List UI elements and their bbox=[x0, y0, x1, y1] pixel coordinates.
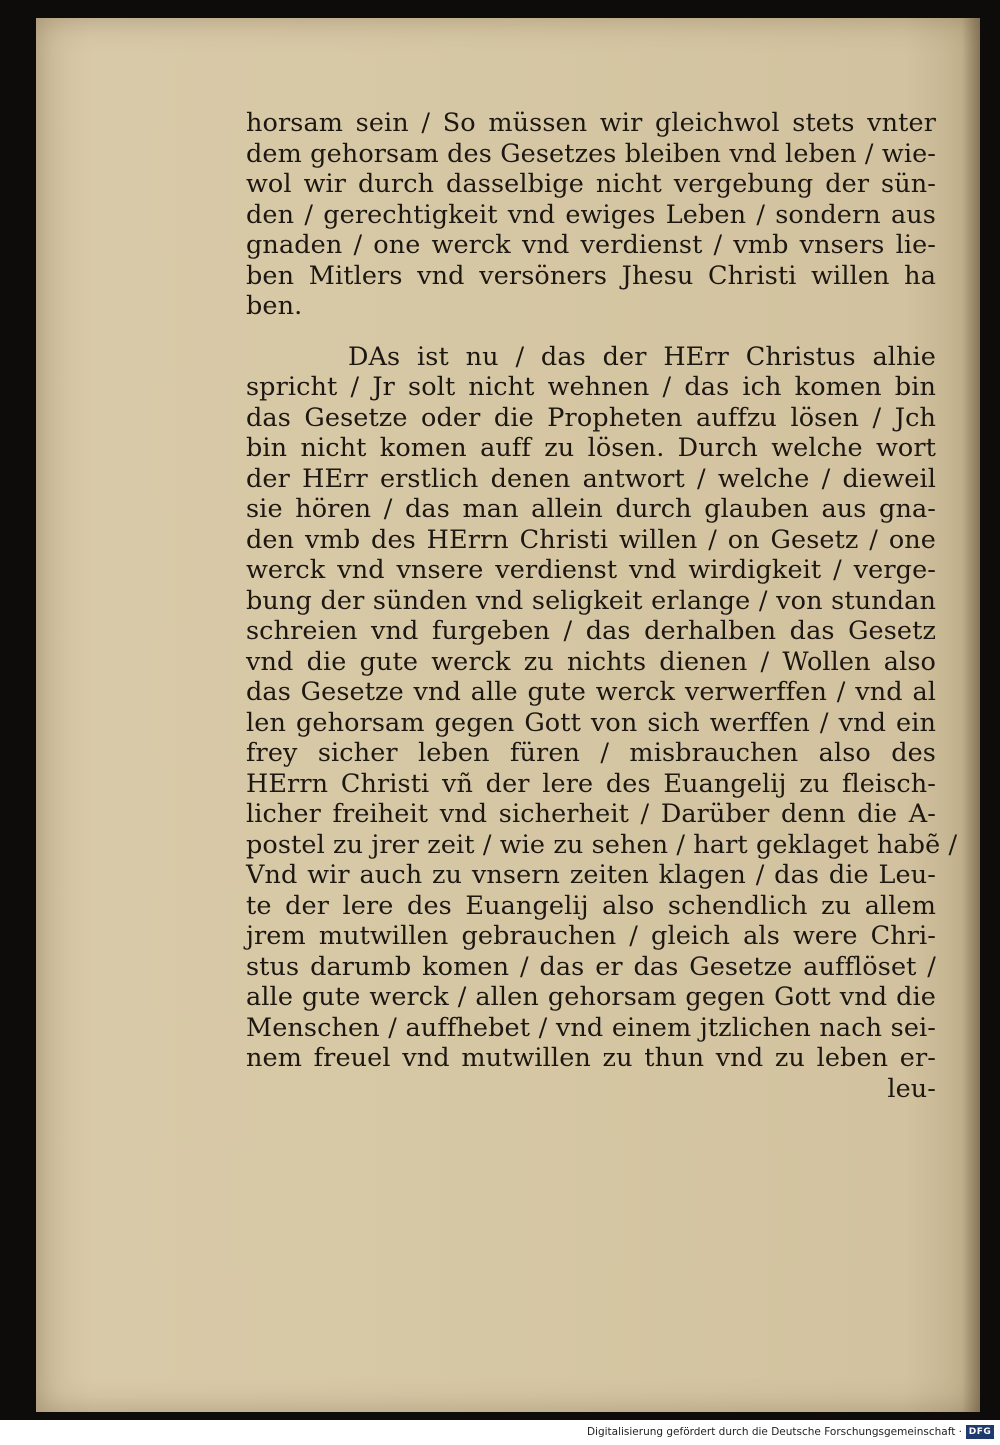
text-line: horsam sein / So müssen wir gleichwol stets vnter bbox=[246, 108, 936, 138]
text-line: der HErr erstlich denen antwort / welche / dieweil bbox=[246, 463, 936, 494]
text-line: stus darumb komen / das er das Gesetze aufflöset / bbox=[246, 951, 936, 982]
funding-credit: Digitalisierung gefördert durch die Deutsche Forschungsgemeinschaft · bbox=[586, 1426, 962, 1438]
text-line: te der lere des Euangelij also schendlich zu allem bbox=[246, 890, 936, 921]
text-line: Menschen / auffhebet / vnd einem jtzlichen nach sei‑ bbox=[246, 1012, 936, 1043]
text-line: das Gesetze vnd alle gute werck verwerffen / vnd al bbox=[246, 677, 936, 707]
text-line: werck vnd vnsere verdienst vnd wirdigkeit / verge‑ bbox=[246, 555, 936, 585]
text-line: das Gesetze oder die Propheten auffzu lösen / Jch bbox=[246, 402, 936, 433]
text-line: bung der sünden vnd seligkeit erlange / von stundan bbox=[246, 585, 936, 616]
text-line: gnaden / one werck vnd verdienst / vmb vnsers lie‑ bbox=[246, 230, 936, 260]
text-line: len gehorsam gegen Gott von sich werffen / vnd ein bbox=[246, 707, 936, 738]
text-line: ben Mitlers vnd versöners Jhesu Christi willen ha bbox=[246, 260, 936, 291]
text-line: HErrn Christi vñ der lere des Euangelij zu fleisch‑ bbox=[246, 768, 936, 799]
text-line: sie hören / das man allein durch glauben aus gna‑ bbox=[246, 494, 936, 524]
text-line: Vnd wir auch zu vnsern zeiten klagen / das die Leu‑ bbox=[246, 860, 936, 890]
paragraph-gap bbox=[246, 322, 936, 342]
dfg-logo: DFG bbox=[966, 1425, 994, 1439]
text-line: jrem mutwillen gebrauchen / gleich als were Chri‑ bbox=[246, 921, 936, 951]
text-line: bin nicht komen auff zu lösen. Durch welche wort bbox=[246, 433, 936, 463]
footer-bar bbox=[0, 1420, 1000, 1445]
page-edge-shadow bbox=[962, 18, 980, 1412]
page-text bbox=[246, 108, 958, 1104]
paragraph-2 bbox=[246, 341, 958, 1074]
text-line: ben. bbox=[246, 291, 303, 321]
text-line: licher freiheit vnd sicherheit / Darüber denn die A‑ bbox=[246, 799, 936, 829]
paragraph-1 bbox=[246, 108, 936, 322]
catchword: leu‑ bbox=[887, 1073, 936, 1104]
text-line: den / gerechtigkeit vnd ewiges Leben / sondern aus bbox=[246, 199, 936, 230]
text-line: nem freuel vnd mutwillen zu thun vnd zu leben er‑ bbox=[246, 1043, 936, 1073]
text-line: spricht / Jr solt nicht wehnen / das ich komen bin bbox=[246, 372, 936, 402]
text-line: den vmb des HErrn Christi willen / on Gesetz / one bbox=[246, 524, 936, 555]
text-line: frey sicher leben füren / misbrauchen also des bbox=[246, 738, 936, 768]
text-line: postel zu jrer zeit / wie zu sehen / hart geklaget habẽ / bbox=[246, 829, 958, 860]
text-line: wol wir durch dasselbige nicht vergebung der sün‑ bbox=[246, 169, 936, 199]
text-line: vnd die gute werck zu nichts dienen / Wollen also bbox=[246, 646, 936, 677]
text-line: schreien vnd furgeben / das derhalben das Gesetz bbox=[246, 616, 936, 646]
text-line: dem gehorsam des Gesetzes bleiben vnd leben / wie‑ bbox=[246, 138, 936, 169]
text-line: DAs ist nu / das der HErr Christus alhie bbox=[348, 341, 936, 372]
text-line: alle gute werck / allen gehorsam gegen Gott vnd die bbox=[246, 982, 936, 1012]
